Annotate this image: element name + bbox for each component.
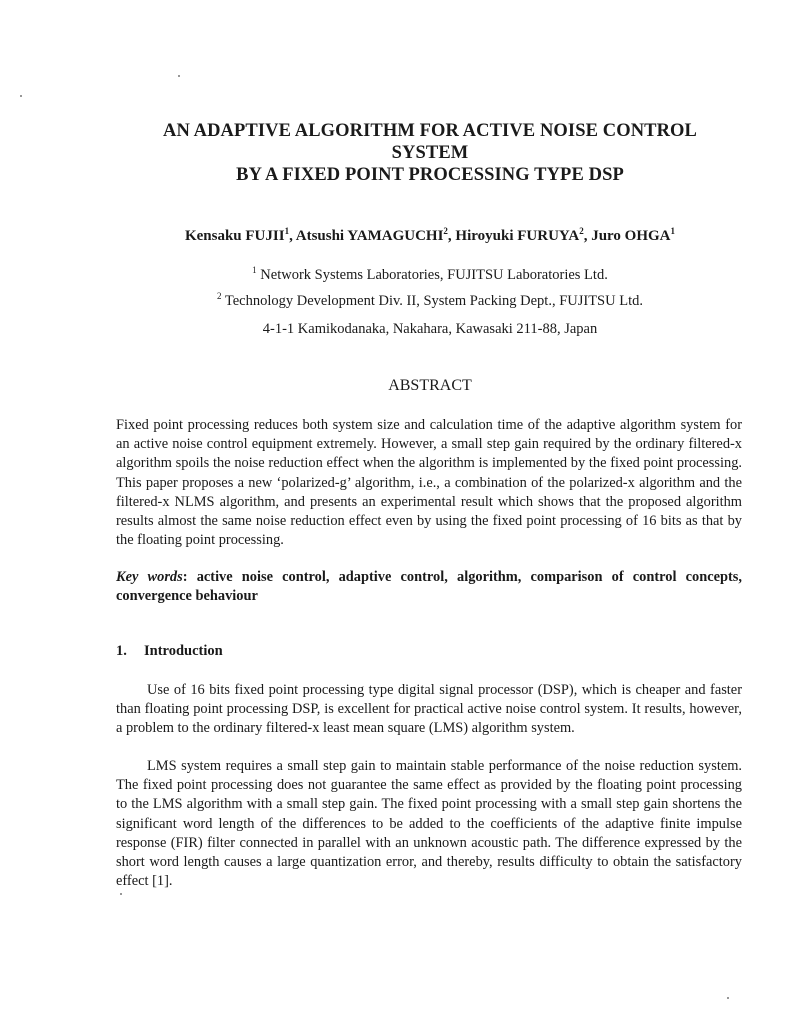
affiliation-line [60, 286, 800, 312]
scan-speck [120, 893, 122, 895]
section-number: 1. [116, 643, 127, 659]
keywords-list: : active noise control, adaptive control, algorithm, comparison of control concepts, convergence behaviour [116, 569, 742, 605]
abstract-body: Fixed point processing reduces both system size and calculation time of the adaptive algorithm system for an active noise control equipment extremely. However, a small step gain required by the ordinary filtered-x algorithm spoils the noise reduction effect when the algorithm is implemented by the fixed point processing. This paper proposes a new ‘polarized-g’ algorithm, i.e., a combination of the polarized-x algorithm and the filtered-x NLMS algorithm, and presents an experimental result which shows that the proposed algorithm results almost the same noise reduction effect even by using the fixed point processing of 16 bits as that by the floating point processing. [116, 417, 742, 549]
author-name: Atsushi YAMAGUCHI [295, 228, 444, 244]
affiliation-text: Technology Development Div. II, System Packing Dept., FUJITSU Ltd. [224, 292, 643, 309]
affiliation-text: Network Systems Laboratories, FUJITSU Laboratories Ltd. [260, 266, 608, 283]
title-line-3: BY A FIXED POINT PROCESSING TYPE DSP [236, 165, 624, 185]
author-name: Juro OHGA [591, 228, 671, 244]
affiliation-line [60, 260, 800, 286]
affiliation-mark: 2 [217, 290, 222, 301]
author-name: Kensaku FUJII [184, 228, 285, 244]
author-affil-mark: 2 [579, 226, 584, 236]
section-title: Introduction [144, 643, 223, 659]
title-line-1: AN ADAPTIVE ALGORITHM FOR ACTIVE NOISE CONTROL [163, 121, 697, 141]
author-affil-mark: 2 [443, 226, 448, 236]
paper-title [60, 120, 800, 186]
scan-speck [178, 75, 180, 77]
keywords [116, 568, 742, 606]
title-line-2: SYSTEM [391, 143, 469, 163]
affiliations [60, 260, 800, 312]
abstract-heading: ABSTRACT [388, 377, 472, 394]
keywords-label: Key words [116, 569, 183, 585]
affiliation-mark: 1 [252, 265, 257, 275]
author-affil-mark: 1 [670, 226, 676, 236]
postal-address: 4-1-1 Kamikodanaka, Nakahara, Kawasaki 211-88, Japan [262, 321, 598, 337]
author-affil-mark: 1 [284, 226, 290, 236]
scan-speck [727, 997, 729, 999]
section-heading [116, 643, 223, 660]
scan-speck [20, 95, 22, 97]
author-list: Kensaku FUJII$^1$, Atsushi YAMAGUCHI$^2$, Hiroyuki FURUYA$^2$, Juro OHGA$^1$ [184, 226, 676, 244]
intro-paragraph-2: LMS system requires a small step gain to maintain stable performance of the noise reduction system. The fixed point processing does not guarantee the same effect as provided by the floating point processing to the LMS algorithm with a small step gain. The fixed point processing with a small step gain shortens the significant word length of the differences to be added to the coefficients of the adaptive finite impulse response (FIR) filter connected in parallel with an unknown acoustic path. The difference expressed by the short word length causes a large quantization error, and thereby, results difficulty to obtain the satisfactory effect [1]. [116, 758, 742, 890]
author-name: Hiroyuki FURUYA [455, 228, 580, 244]
intro-paragraph-1: Use of 16 bits fixed point processing type digital signal processor (DSP), which is cheaper and faster than floating point processing DSP, is excellent for practical active noise control system. It results, however, a problem to the ordinary filtered-x least mean square (LMS) algorithm system. [116, 682, 742, 737]
